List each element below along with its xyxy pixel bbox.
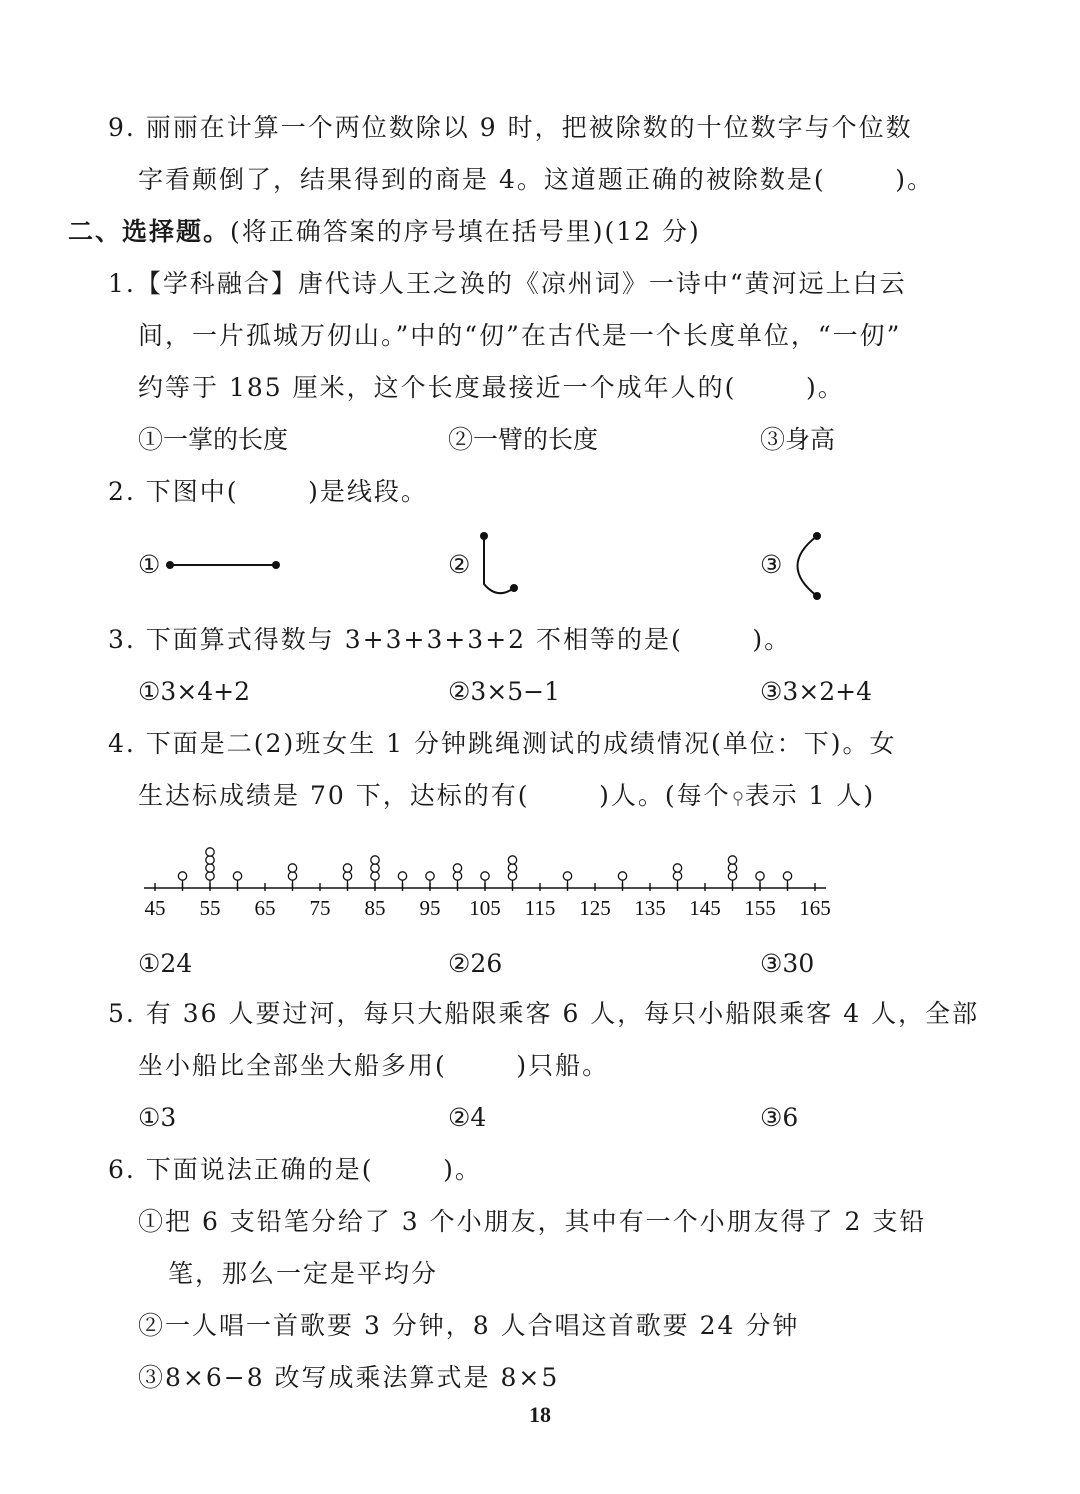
dot-plot bbox=[0, 820, 1080, 930]
dot-stack bbox=[508, 856, 516, 888]
data-dot bbox=[673, 864, 681, 872]
dot-stack bbox=[563, 872, 571, 888]
dot-stack bbox=[618, 872, 626, 888]
hook-curve-figure bbox=[480, 532, 518, 593]
data-dot bbox=[206, 872, 214, 880]
q1-line2: 间，一片孤城万仞山。”中的“仞”在古代是一个长度单位，“一仞” bbox=[138, 321, 902, 350]
q1-option-3: ③身高 bbox=[760, 425, 836, 454]
dot-stack bbox=[453, 864, 461, 888]
q3-option-2: ②3×5−1 bbox=[448, 677, 561, 706]
q6-option-1-line1: ①把 6 支铅笔分给了 3 个小朋友，其中有一个小朋友得了 2 支铅 bbox=[138, 1207, 927, 1236]
q4-line2 bbox=[138, 780, 875, 812]
q9-line1: 9. 丽丽在计算一个两位数除以 9 时，把被除数的十位数字与个位数 bbox=[108, 113, 913, 142]
data-dot bbox=[371, 872, 379, 880]
dot-stack bbox=[206, 848, 214, 888]
data-dot bbox=[783, 872, 791, 880]
q2-option-3: ③ bbox=[760, 550, 783, 579]
q1-line1: 1.【学科融合】唐代诗人王之涣的《凉州词》一诗中“黄河远上白云 bbox=[108, 269, 907, 298]
data-dot bbox=[728, 872, 736, 880]
data-dot bbox=[673, 872, 681, 880]
data-dot bbox=[178, 872, 186, 880]
data-dot bbox=[288, 872, 296, 880]
tick-label: 75 bbox=[309, 896, 331, 920]
dot-stack bbox=[343, 864, 351, 888]
data-dot bbox=[508, 856, 516, 864]
data-dot bbox=[563, 872, 571, 880]
q5-option-2: ②4 bbox=[448, 1103, 487, 1132]
q5-line1: 5. 有 36 人要过河，每只大船限乘客 6 人，每只小船限乘客 4 人，全部 bbox=[108, 999, 980, 1028]
q3-line1: 3. 下面算式得数与 3+3+3+3+2 不相等的是( )。 bbox=[108, 625, 792, 654]
data-dot bbox=[206, 864, 214, 872]
tick-label: 145 bbox=[689, 896, 721, 920]
line-segment-figure bbox=[166, 561, 280, 569]
q1-option-1: ①一掌的长度 bbox=[138, 425, 289, 454]
q2-figures bbox=[0, 0, 1080, 620]
q6-option-2: ②一人唱一首歌要 3 分钟，8 人合唱这首歌要 24 分钟 bbox=[138, 1311, 800, 1340]
arc-figure bbox=[798, 532, 822, 600]
tick-label: 115 bbox=[524, 896, 556, 920]
q2-option-2: ② bbox=[448, 550, 471, 579]
q1-line3: 约等于 185 厘米，这个长度最接近一个成年人的( )。 bbox=[138, 373, 845, 402]
dot-stack bbox=[398, 872, 406, 888]
q5-option-1: ①3 bbox=[138, 1103, 177, 1132]
page-number: 18 bbox=[529, 1402, 551, 1427]
q6-option-3: ③8×6−8 改写成乘法算式是 8×5 bbox=[138, 1363, 560, 1392]
q5-option-3: ③6 bbox=[760, 1103, 799, 1132]
data-dot bbox=[398, 872, 406, 880]
dot-stack bbox=[728, 856, 736, 888]
data-dot bbox=[481, 872, 489, 880]
data-dot bbox=[426, 872, 434, 880]
q2-option-1: ① bbox=[138, 550, 161, 579]
data-dot bbox=[453, 872, 461, 880]
tick-label: 65 bbox=[254, 896, 276, 920]
dot-stack bbox=[288, 864, 296, 888]
data-dot bbox=[233, 872, 241, 880]
data-dot bbox=[371, 864, 379, 872]
dot-stack bbox=[481, 872, 489, 888]
tick-label: 85 bbox=[364, 896, 386, 920]
dot-stack bbox=[233, 872, 241, 888]
data-dot bbox=[371, 856, 379, 864]
data-dot bbox=[206, 856, 214, 864]
data-dot bbox=[508, 872, 516, 880]
data-dot bbox=[343, 864, 351, 872]
data-dot bbox=[728, 856, 736, 864]
data-dot bbox=[508, 864, 516, 872]
dot-stack bbox=[756, 872, 764, 888]
section-note: (将正确答案的序号填在括号里)(12 分) bbox=[230, 217, 701, 246]
q2-line1: 2. 下图中( )是线段。 bbox=[108, 477, 428, 506]
data-dot bbox=[453, 864, 461, 872]
q4-line2-part1: 生达标成绩是 70 下，达标的有( )人。(每个 bbox=[138, 781, 731, 810]
section-title: 二、选择题。 bbox=[68, 217, 231, 246]
dot-stack bbox=[673, 864, 681, 888]
data-dot bbox=[343, 872, 351, 880]
data-dot bbox=[756, 872, 764, 880]
q4-option-2: ②26 bbox=[448, 949, 503, 978]
q4-line1: 4. 下面是二(2)班女生 1 分钟跳绳测试的成绩情况(单位：下)。女 bbox=[108, 729, 897, 758]
q4-option-1: ①24 bbox=[138, 949, 193, 978]
tick-label: 105 bbox=[469, 896, 501, 920]
q5-line2: 坐小船比全部坐大船多用( )只船。 bbox=[138, 1051, 610, 1080]
q3-option-3: ③3×2+4 bbox=[760, 677, 873, 706]
tick-label: 55 bbox=[199, 896, 221, 920]
data-dot bbox=[728, 864, 736, 872]
q3-option-1: ①3×4+2 bbox=[138, 677, 251, 706]
data-dot bbox=[206, 848, 214, 856]
q9-line2: 字看颠倒了，结果得到的商是 4。这道题正确的被除数是( )。 bbox=[138, 165, 934, 194]
tick-label: 125 bbox=[579, 896, 611, 920]
tick-label: 45 bbox=[144, 896, 166, 920]
q4-line2-part2: 表示 1 人) bbox=[744, 781, 876, 810]
tick-label: 95 bbox=[419, 896, 441, 920]
dot-stack bbox=[426, 872, 434, 888]
dot-stack bbox=[371, 856, 379, 888]
q4-option-3: ③30 bbox=[760, 949, 815, 978]
dot-stack bbox=[178, 872, 186, 888]
q1-option-2: ②一臂的长度 bbox=[448, 425, 599, 454]
tick-label: 135 bbox=[634, 896, 666, 920]
data-dot bbox=[288, 864, 296, 872]
dot-stack bbox=[783, 872, 791, 888]
q6-option-1-line2: 笔，那么一定是平均分 bbox=[168, 1259, 439, 1288]
tick-label: 165 bbox=[799, 896, 831, 920]
q6-line1: 6. 下面说法正确的是( )。 bbox=[108, 1155, 482, 1184]
pin-circle-icon bbox=[732, 788, 744, 808]
tick-label: 155 bbox=[744, 896, 776, 920]
data-dot bbox=[618, 872, 626, 880]
